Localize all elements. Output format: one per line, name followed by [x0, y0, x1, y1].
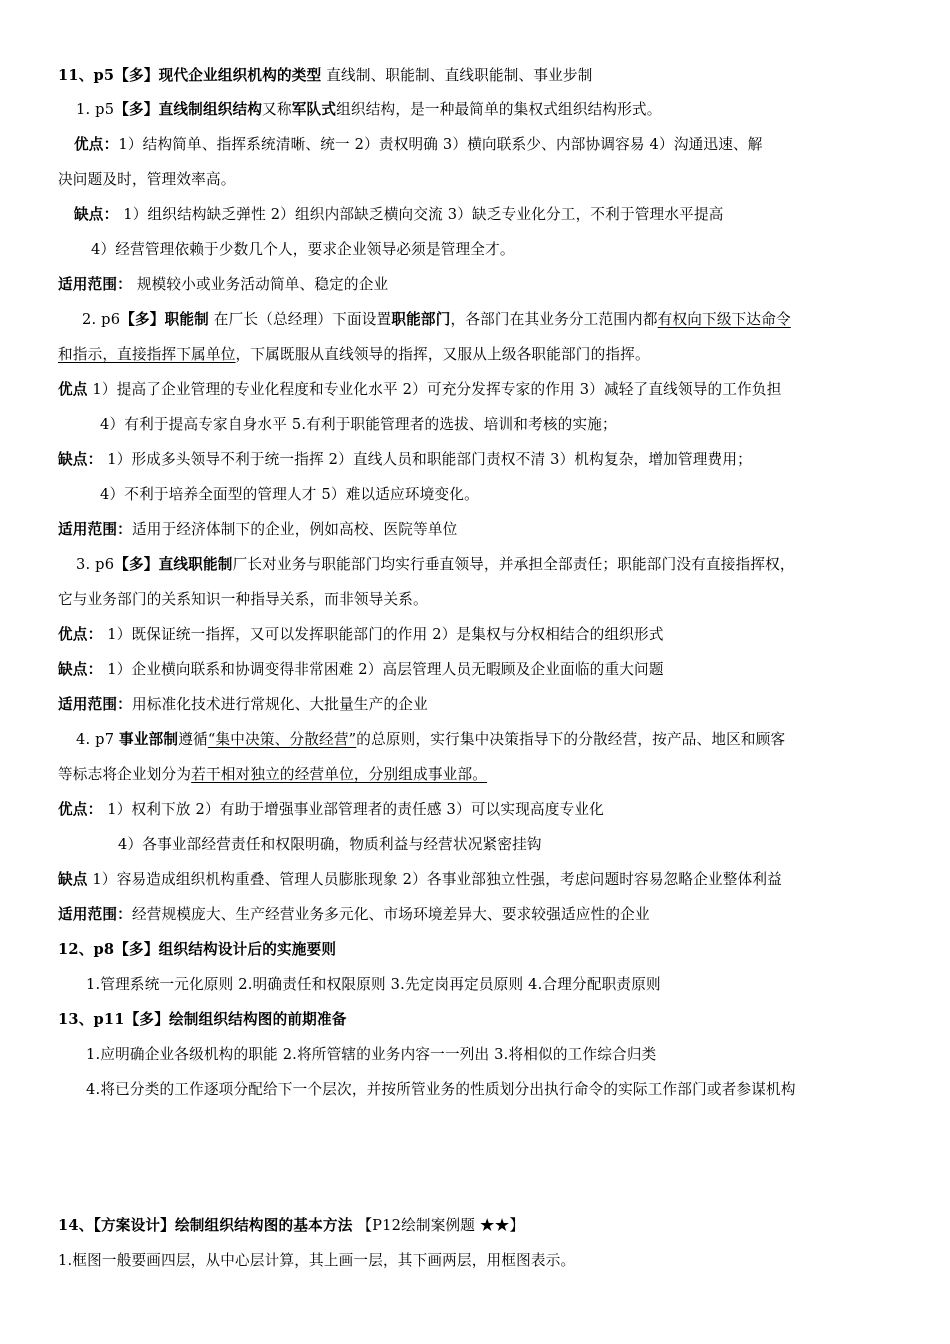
item-title: 【多】职能制 — [120, 311, 209, 328]
scope-label: 适用范围： — [58, 276, 132, 293]
scope-label: 适用范围： — [58, 521, 132, 538]
section-12-heading — [58, 940, 336, 960]
item-3-title — [76, 555, 795, 575]
item-4-pros-cont: 4）各事业部经营责任和权限明确，物质利益与经营状况紧密挂钩 — [118, 836, 542, 853]
scope-text: 用标准化技术进行常规化、大批量生产的企业 — [131, 696, 428, 713]
item-title: 【多】直线职能制 — [114, 556, 233, 573]
pros-text: 1）权利下放 2）有助于增强事业部管理者的责任感 3）可以实现高度专业化 — [102, 801, 604, 818]
item-keyword: 职能部门 — [391, 311, 451, 328]
scope-text: 适用于经济体制下的企业，例如高校、医院等单位 — [131, 521, 458, 538]
item-prefix: 4. p7 — [76, 731, 115, 748]
heading-number: 13、p11 — [58, 1011, 125, 1028]
underlined-text: 有权向下级下达命令 — [657, 311, 791, 328]
item-text: 组织结构，是一种最简单的集权式组织结构形式。 — [336, 101, 662, 118]
item-2-cons-cont: 4）不利于培养全面型的管理人才 5）难以适应环境变化。 — [100, 486, 479, 503]
scope-label: 适用范围： — [58, 906, 132, 923]
pros-text: 1）结构简单、指挥系统清晰、统一 2）责权明确 3）横向联系少、内部协调容易 4）沟通迅速、解 — [118, 136, 763, 153]
cons-label: 缺点： — [58, 451, 103, 468]
cons-label: 缺点 — [58, 871, 88, 888]
item-3-scope — [58, 695, 428, 715]
heading-types: 直线制、职能制、直线职能制、事业步制 — [321, 67, 593, 84]
item-text: ，各部门在其业务分工范围内都 — [450, 311, 658, 328]
item-4-pros — [58, 800, 604, 820]
underlined-text: 和指示，直接指挥下属单位 — [58, 346, 236, 363]
item-1-scope — [58, 275, 388, 295]
scope-text: 规模较小或业务活动简单、稳定的企业 — [131, 276, 389, 293]
cons-text: 1）组织结构缺乏弹性 2）组织内部缺乏横向交流 3）缺乏专业化分工，不利于管理水平提高 — [118, 206, 724, 223]
item-text: 的总原则，实行集中决策指导下的分散经营，按产品、地区和顾客 — [356, 731, 786, 748]
underlined-text: 若干相对独立的经营单位，分别组成事业部。 — [191, 766, 488, 783]
item-title: 【多】直线制组织结构 — [114, 101, 263, 118]
section-14-item-1: 1.框图一般要画四层，从中心层计算，其上画一层，其下画两层，用框图表示。 — [58, 1252, 576, 1269]
item-prefix: 2. p6 — [82, 311, 121, 328]
pros-label: 优点： — [58, 626, 103, 643]
heading-number: 11、p5 — [58, 67, 115, 84]
heading-title: 【多】绘制组织结构图的前期准备 — [124, 1011, 347, 1028]
section-12-items: 1.管理系统一元化原则 2.明确责任和权限原则 3.先定岗再定员原则 4.合理分配职责原则 — [86, 976, 661, 993]
item-2-pros-cont: 4）有利于提高专家自身水平 5.有利于职能管理者的选拔、培训和考核的实施； — [100, 416, 617, 433]
underlined-text: “集中决策、分散经营” — [207, 731, 357, 748]
item-text: 又称 — [262, 101, 292, 118]
scope-text: 经营规模庞大、生产经营业务多元化、市场环境差异大、要求较强适应性的企业 — [131, 906, 650, 923]
item-4-cons — [58, 870, 782, 890]
pros-text: 1）提高了企业管理的专业化程度和专业化水平 2）可充分发挥专家的作用 3）减轻了直线领导的工作负担 — [87, 381, 782, 398]
heading-tag: 【P12绘制案例题 ★★】 — [352, 1217, 525, 1234]
item-1-pros — [74, 135, 763, 155]
item-prefix: 3. p6 — [76, 556, 115, 573]
cons-text: 1）企业横向联系和协调变得非常困难 2）高层管理人员无暇顾及企业面临的重大问题 — [102, 661, 664, 678]
item-3-cons — [58, 660, 664, 680]
pros-label: 优点： — [58, 801, 103, 818]
item-text: ，下属既服从直线领导的指挥，又服从上级各职能部门的指挥。 — [235, 346, 650, 363]
cons-label: 缺点： — [58, 661, 103, 678]
item-text: 等标志将企业划分为 — [58, 766, 192, 783]
heading-title: 【多】组织结构设计后的实施要则 — [114, 941, 337, 958]
section-11-heading — [58, 66, 593, 86]
item-text: 在厂长（总经理）下面设置 — [208, 311, 392, 328]
section-13-items-1: 1.应明确企业各级机构的职能 2.将所管辖的业务内容一一列出 3.将相似的工作综合归类 — [86, 1046, 657, 1063]
item-1-cons — [74, 205, 724, 225]
item-3-pros — [58, 625, 664, 645]
heading-title: 【多】现代企业组织机构的类型 — [114, 67, 322, 84]
heading-number: 12、p8 — [58, 941, 115, 958]
item-2-title-cont — [58, 345, 650, 365]
item-prefix: 1. p5 — [76, 101, 115, 118]
pros-label: 优点： — [74, 136, 119, 153]
cons-label: 缺点： — [74, 206, 119, 223]
section-14-heading — [58, 1216, 524, 1236]
item-4-title — [76, 730, 785, 750]
scope-label: 适用范围： — [58, 696, 132, 713]
item-3-title-cont: 它与业务部门的关系知识一种指导关系，而非领导关系。 — [58, 591, 428, 608]
cons-text: 1）形成多头领导不利于统一指挥 2）直线人员和职能部门责权不清 3）机构复杂，增加管理费用； — [102, 451, 752, 468]
section-13-items-2: 4.将已分类的工作逐项分配给下一个层次，并按所管业务的性质划分出执行命令的实际工作部门或者参谋机构 — [86, 1081, 796, 1098]
item-title: 事业部制 — [119, 731, 179, 748]
item-text: 厂长对业务与职能部门均实行垂直领导，并承担全部责任；职能部门没有直接指挥权， — [232, 556, 795, 573]
item-1-cons-cont: 4）经营管理依赖于少数几个人，要求企业领导必须是管理全才。 — [91, 241, 515, 258]
section-13-heading — [58, 1010, 347, 1030]
item-2-cons — [58, 450, 752, 470]
heading-title: 14、【方案设计】绘制组织结构图的基本方法 — [58, 1217, 353, 1234]
item-4-title-cont — [58, 765, 487, 785]
item-keyword: 军队式 — [291, 101, 337, 118]
item-2-title — [82, 310, 791, 330]
pros-text: 1）既保证统一指挥，又可以发挥职能部门的作用 2）是集权与分权相结合的组织形式 — [102, 626, 664, 643]
pros-label: 优点 — [58, 381, 88, 398]
cons-text: 1）容易造成组织机构重叠、管理人员膨胀现象 2）各事业部独立性强，考虑问题时容易忽略企业整体利益 — [87, 871, 782, 888]
item-text: 遵循 — [178, 731, 208, 748]
item-2-pros — [58, 380, 782, 400]
item-4-scope — [58, 905, 650, 925]
item-1-title — [76, 100, 662, 120]
item-2-scope — [58, 520, 457, 540]
item-1-pros-cont: 决问题及时，管理效率高。 — [58, 171, 236, 188]
